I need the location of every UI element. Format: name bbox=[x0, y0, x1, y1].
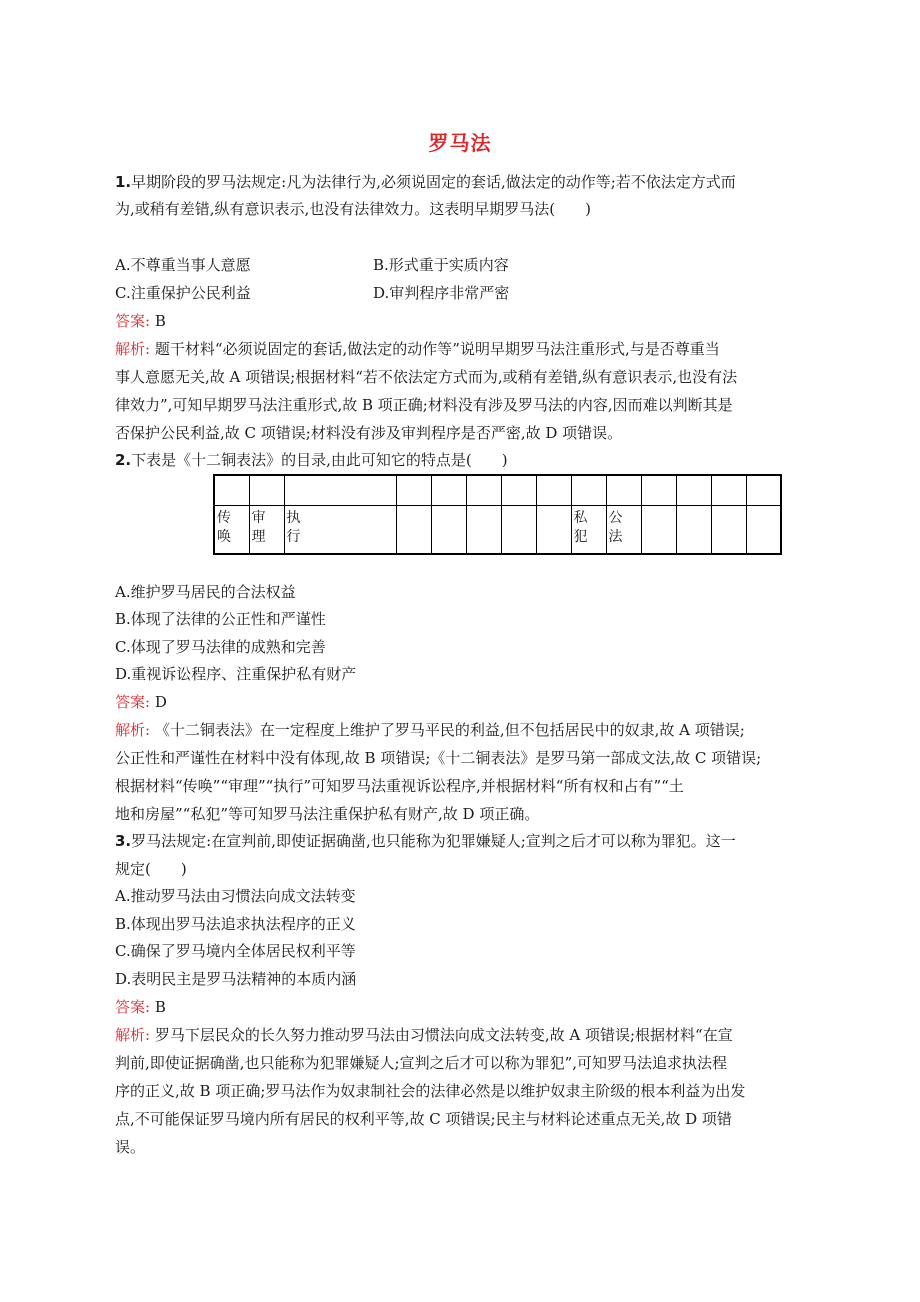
q1-option-d[interactable]: D.审判程序非常严密 bbox=[373, 284, 510, 302]
q3-option-b[interactable]: B.体现出罗马法追求执法程序的正义 bbox=[115, 915, 356, 933]
q2-stem: 2.下表是《十二铜表法》的目录,由此可知它的特点是( ) bbox=[115, 451, 508, 469]
answer-label: 答案: bbox=[115, 693, 151, 711]
q2-answer: 答案: D bbox=[115, 693, 167, 711]
table-cell bbox=[641, 506, 676, 555]
q2-option-d[interactable]: D.重视诉讼程序、注重保护私有财产 bbox=[115, 665, 357, 683]
q1-option-c[interactable]: C.注重保护公民利益 bbox=[115, 284, 251, 302]
q1-analysis-line-2: 事人意愿无关,故 A 项错误;根据材料“若不依法定方式而为,或稍有差错,纵有意识表示,也没有法 bbox=[115, 368, 738, 386]
table-cell: 私 犯 bbox=[571, 506, 606, 555]
q1-analysis-line-1: 解析: 题干材料“必须说固定的套话,做法定的动作等”说明早期罗马法注重形式,与是否尊重当 bbox=[115, 340, 720, 358]
q1-options-row-1 bbox=[115, 255, 815, 275]
q2-number: 2. bbox=[115, 451, 132, 469]
q3-option-d[interactable]: D.表明民主是罗马法精神的本质内涵 bbox=[115, 970, 357, 988]
q1-options-row-2 bbox=[115, 283, 815, 303]
q1-option-b[interactable]: B.形式重于实质内容 bbox=[373, 256, 509, 274]
q3-stem-line-1: 3.罗马法规定:在宣判前,即使证据确凿,也只能称为犯罪嫌疑人;宣判之后才可以称为罪犯。这一 bbox=[115, 832, 736, 850]
answer-label: 答案: bbox=[115, 312, 151, 330]
q3-analysis-line-2: 判前,即使证据确凿,也只能称为犯罪嫌疑人;宣判之后才可以称为罪犯”,可知罗马法追求执法程 bbox=[115, 1054, 728, 1072]
q3-analysis-line-4: 点,不可能保证罗马境内所有居民的权利平等,故 C 项错误;民主与材料论述重点无关,故 D 项错 bbox=[115, 1110, 732, 1128]
table-cell: 执 行 bbox=[284, 506, 396, 555]
table-row-2 bbox=[214, 506, 781, 555]
page-title: 罗马法 bbox=[428, 131, 492, 155]
analysis-label: 解析: bbox=[115, 340, 151, 358]
q3-analysis-line-5: 误。 bbox=[115, 1138, 146, 1156]
table-row-1 bbox=[214, 475, 781, 506]
table-cell: 公 法 bbox=[606, 506, 641, 555]
q3-answer: 答案: B bbox=[115, 998, 166, 1016]
q1-answer: 答案: B bbox=[115, 312, 166, 330]
answer-label: 答案: bbox=[115, 998, 151, 1016]
q2-option-b[interactable]: B.体现了法律的公正性和严谨性 bbox=[115, 610, 326, 628]
q1-stem-line-2: 为,或稍有差错,纵有意识表示,也没有法律效力。这表明早期罗马法( ) bbox=[115, 200, 592, 218]
table-cell bbox=[676, 506, 711, 555]
twelve-tables-toc-table bbox=[213, 474, 782, 555]
q1-stem-line-1: 1.早期阶段的罗马法规定:凡为法律行为,必须说固定的套话,做法定的动作等;若不依法定方式而 bbox=[115, 173, 736, 191]
table-cell bbox=[536, 506, 571, 555]
table-cell bbox=[746, 506, 781, 555]
q2-analysis-line-2: 公正性和严谨性在材料中没有体现,故 B 项错误;《十二铜表法》是罗马第一部成文法,故 C 项错误; bbox=[115, 749, 762, 767]
q3-option-c[interactable]: C.确保了罗马境内全体居民权利平等 bbox=[115, 942, 356, 960]
q1-number: 1. bbox=[115, 173, 132, 191]
q1-analysis-line-4: 否保护公民利益,故 C 项错误;材料没有涉及审判程序是否严密,故 D 项错误。 bbox=[115, 424, 623, 442]
table-cell bbox=[431, 506, 466, 555]
q2-analysis-line-3: 根据材料“传唤”“审理”“执行”可知罗马法重视诉讼程序,并根据材料“所有权和占有”“土 bbox=[115, 777, 684, 795]
q3-number: 3. bbox=[115, 832, 132, 850]
table-cell bbox=[711, 506, 746, 555]
q1-option-a[interactable]: A.不尊重当事人意愿 bbox=[115, 256, 251, 274]
analysis-label: 解析: bbox=[115, 721, 151, 739]
q1-analysis-line-3: 律效力”,可知早期罗马法注重形式,故 B 项正确;材料没有涉及罗马法的内容,因而难以判断其是 bbox=[115, 396, 733, 414]
q2-analysis-line-1: 解析: 《十二铜表法》在一定程度上维护了罗马平民的利益,但不包括居民中的奴隶,故 A 项错误; bbox=[115, 721, 745, 739]
q3-option-a[interactable]: A.推动罗马法由习惯法向成文法转变 bbox=[115, 887, 356, 905]
table-cell: 审 理 bbox=[249, 506, 284, 555]
table-cell: 传 唤 bbox=[214, 506, 249, 555]
q3-analysis-line-1: 解析: 罗马下层民众的长久努力推动罗马法由习惯法向成文法转变,故 A 项错误;根据材料“在宣 bbox=[115, 1026, 733, 1044]
analysis-label: 解析: bbox=[115, 1026, 151, 1044]
q3-stem-line-2: 规定( ) bbox=[115, 860, 187, 878]
table-cell bbox=[396, 506, 431, 555]
table-cell bbox=[466, 506, 501, 555]
q3-analysis-line-3: 序的正义,故 B 项正确;罗马法作为奴隶制社会的法律必然是以维护奴隶主阶级的根本利益为出发 bbox=[115, 1082, 746, 1100]
q2-option-a[interactable]: A.维护罗马居民的合法权益 bbox=[115, 583, 296, 601]
q2-analysis-line-4: 地和房屋”“私犯”等可知罗马法注重保护私有财产,故 D 项正确。 bbox=[115, 805, 540, 823]
q2-option-c[interactable]: C.体现了罗马法律的成熟和完善 bbox=[115, 638, 326, 656]
table-cell bbox=[501, 506, 536, 555]
